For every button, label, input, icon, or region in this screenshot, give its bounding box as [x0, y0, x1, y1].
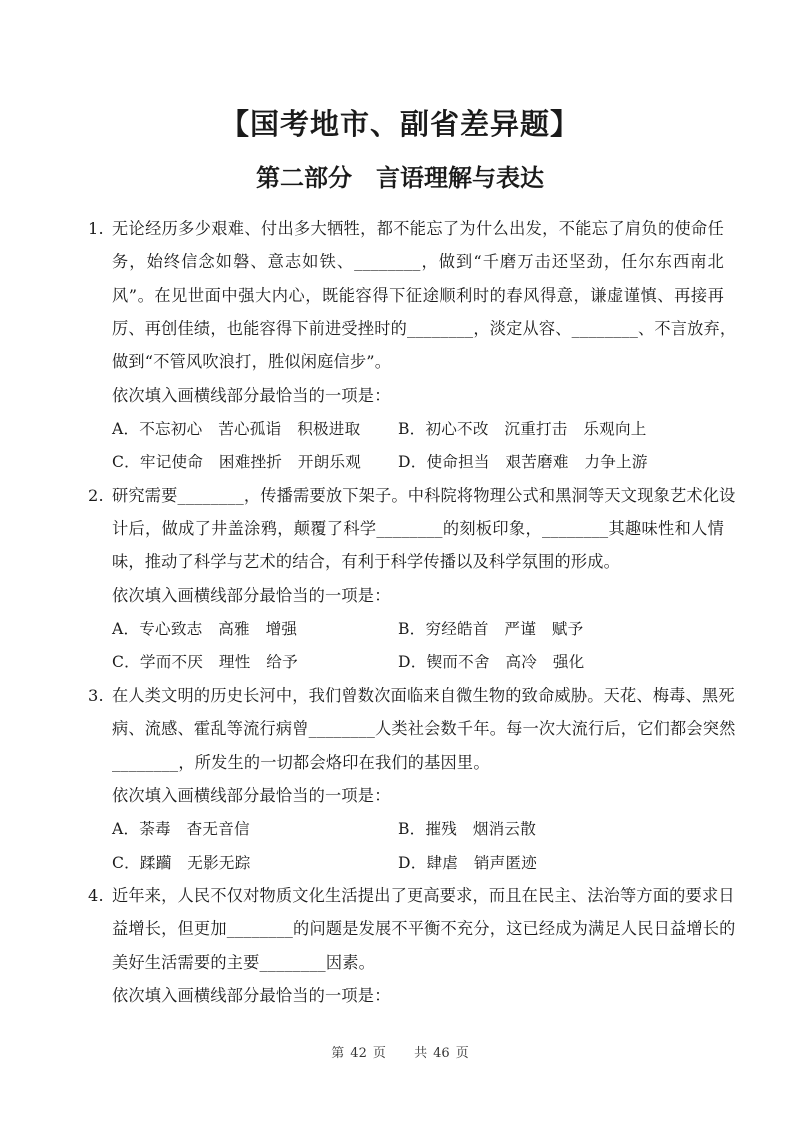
page-current: 42 [350, 1046, 367, 1061]
page-total: 46 [433, 1046, 450, 1061]
question-number: 2. [88, 486, 104, 505]
option-c: C．蹂躏 无影无踪 [112, 854, 251, 872]
total-prefix: 共 [414, 1046, 428, 1061]
option-c: C．学而不厌 理性 给予 [112, 653, 298, 671]
question-line: 研究需要________，传播需要放下架子。中科院将物理公式和黑洞等天文现象艺术化设 [112, 486, 736, 505]
page-title: 【国考地市、副省差异题】 [219, 107, 580, 141]
question-line: 近年来，人民不仅对物质文化生活提出了更高要求，而且在民主、法治等方面的要求日 [112, 886, 735, 905]
option-a: A．专心致志 高雅 增强 [112, 620, 298, 638]
question-line: 风”。在见世面中强大内心，既能容得下征途顺利时的春风得意，谦虚谨慎、再接再 [112, 286, 724, 305]
option-d: D．锲而不舍 高冷 强化 [398, 653, 585, 671]
question-line: 厉、再创佳绩，也能容得下前进受挫时的________，淡定从容、________、不言放弃， [112, 319, 737, 338]
page-footer [0, 1042, 800, 1066]
question-number: 3. [88, 686, 104, 705]
option-c: C．牢记使命 困难挫折 开朗乐观 [112, 453, 362, 471]
question-line: 务，始终信念如磐、意志如铁、________，做到“千磨万击还坚劲，任尔东西南北 [112, 252, 724, 271]
question-prompt: 依次填入画横线部分最恰当的一项是： [112, 786, 391, 805]
section-title [0, 156, 800, 200]
question-line: 病、流感、霍乱等流行病曾________人类社会数千年。每一次大流行后，它们都会突然 [112, 719, 736, 738]
question-line: 无论经历多少艰难、付出多大牺牲，都不能忘了为什么出发，不能忘了肩负的使命任 [112, 219, 724, 238]
section-part: 第二部分 [256, 164, 352, 192]
section-name: 言语理解与表达 [376, 164, 544, 192]
question-line: 计后，做成了井盖涂鸦，颠覆了科学________的刻板印象，________其趣味性和人情 [112, 519, 724, 538]
option-d: D．肆虐 销声匿迹 [398, 854, 538, 872]
question-line: 在人类文明的历史长河中，我们曾数次面临来自微生物的致命威胁。天花、梅毒、黑死 [112, 686, 735, 705]
question-prompt: 依次填入画横线部分最恰当的一项是： [112, 386, 391, 405]
option-b: B．初心不改 沉重打击 乐观向上 [398, 420, 647, 438]
option-d: D．使命担当 艰苦磨难 力争上游 [398, 453, 648, 471]
total-unit: 页 [455, 1046, 469, 1061]
question-line: 味，推动了科学与艺术的结合，有利于科学传播以及科学氛围的形成。 [112, 552, 621, 571]
page-unit: 页 [372, 1046, 386, 1061]
question-line: 益增长，但更加________的问题是发展不平衡不充分，这已经成为满足人民日益增长的 [112, 919, 736, 938]
option-b: B．穷经皓首 严谨 赋予 [398, 620, 584, 638]
option-a: A．不忘初心 苦心孤诣 积极进取 [112, 420, 361, 438]
option-a: A．荼毒 杳无音信 [112, 820, 250, 838]
question-number: 1. [88, 219, 104, 238]
page-prefix: 第 [331, 1046, 345, 1061]
option-b: B．摧残 烟消云散 [398, 820, 537, 838]
question-prompt: 依次填入画横线部分最恰当的一项是： [112, 986, 391, 1005]
question-prompt: 依次填入画横线部分最恰当的一项是： [112, 586, 391, 605]
question-line: ________，所发生的一切都会烙印在我们的基因里。 [112, 753, 490, 772]
question-number: 4. [88, 886, 104, 905]
question-line: 美好生活需要的主要________因素。 [112, 953, 375, 972]
question-line: 做到“不管风吹浪打，胜似闲庭信步”。 [112, 352, 392, 371]
